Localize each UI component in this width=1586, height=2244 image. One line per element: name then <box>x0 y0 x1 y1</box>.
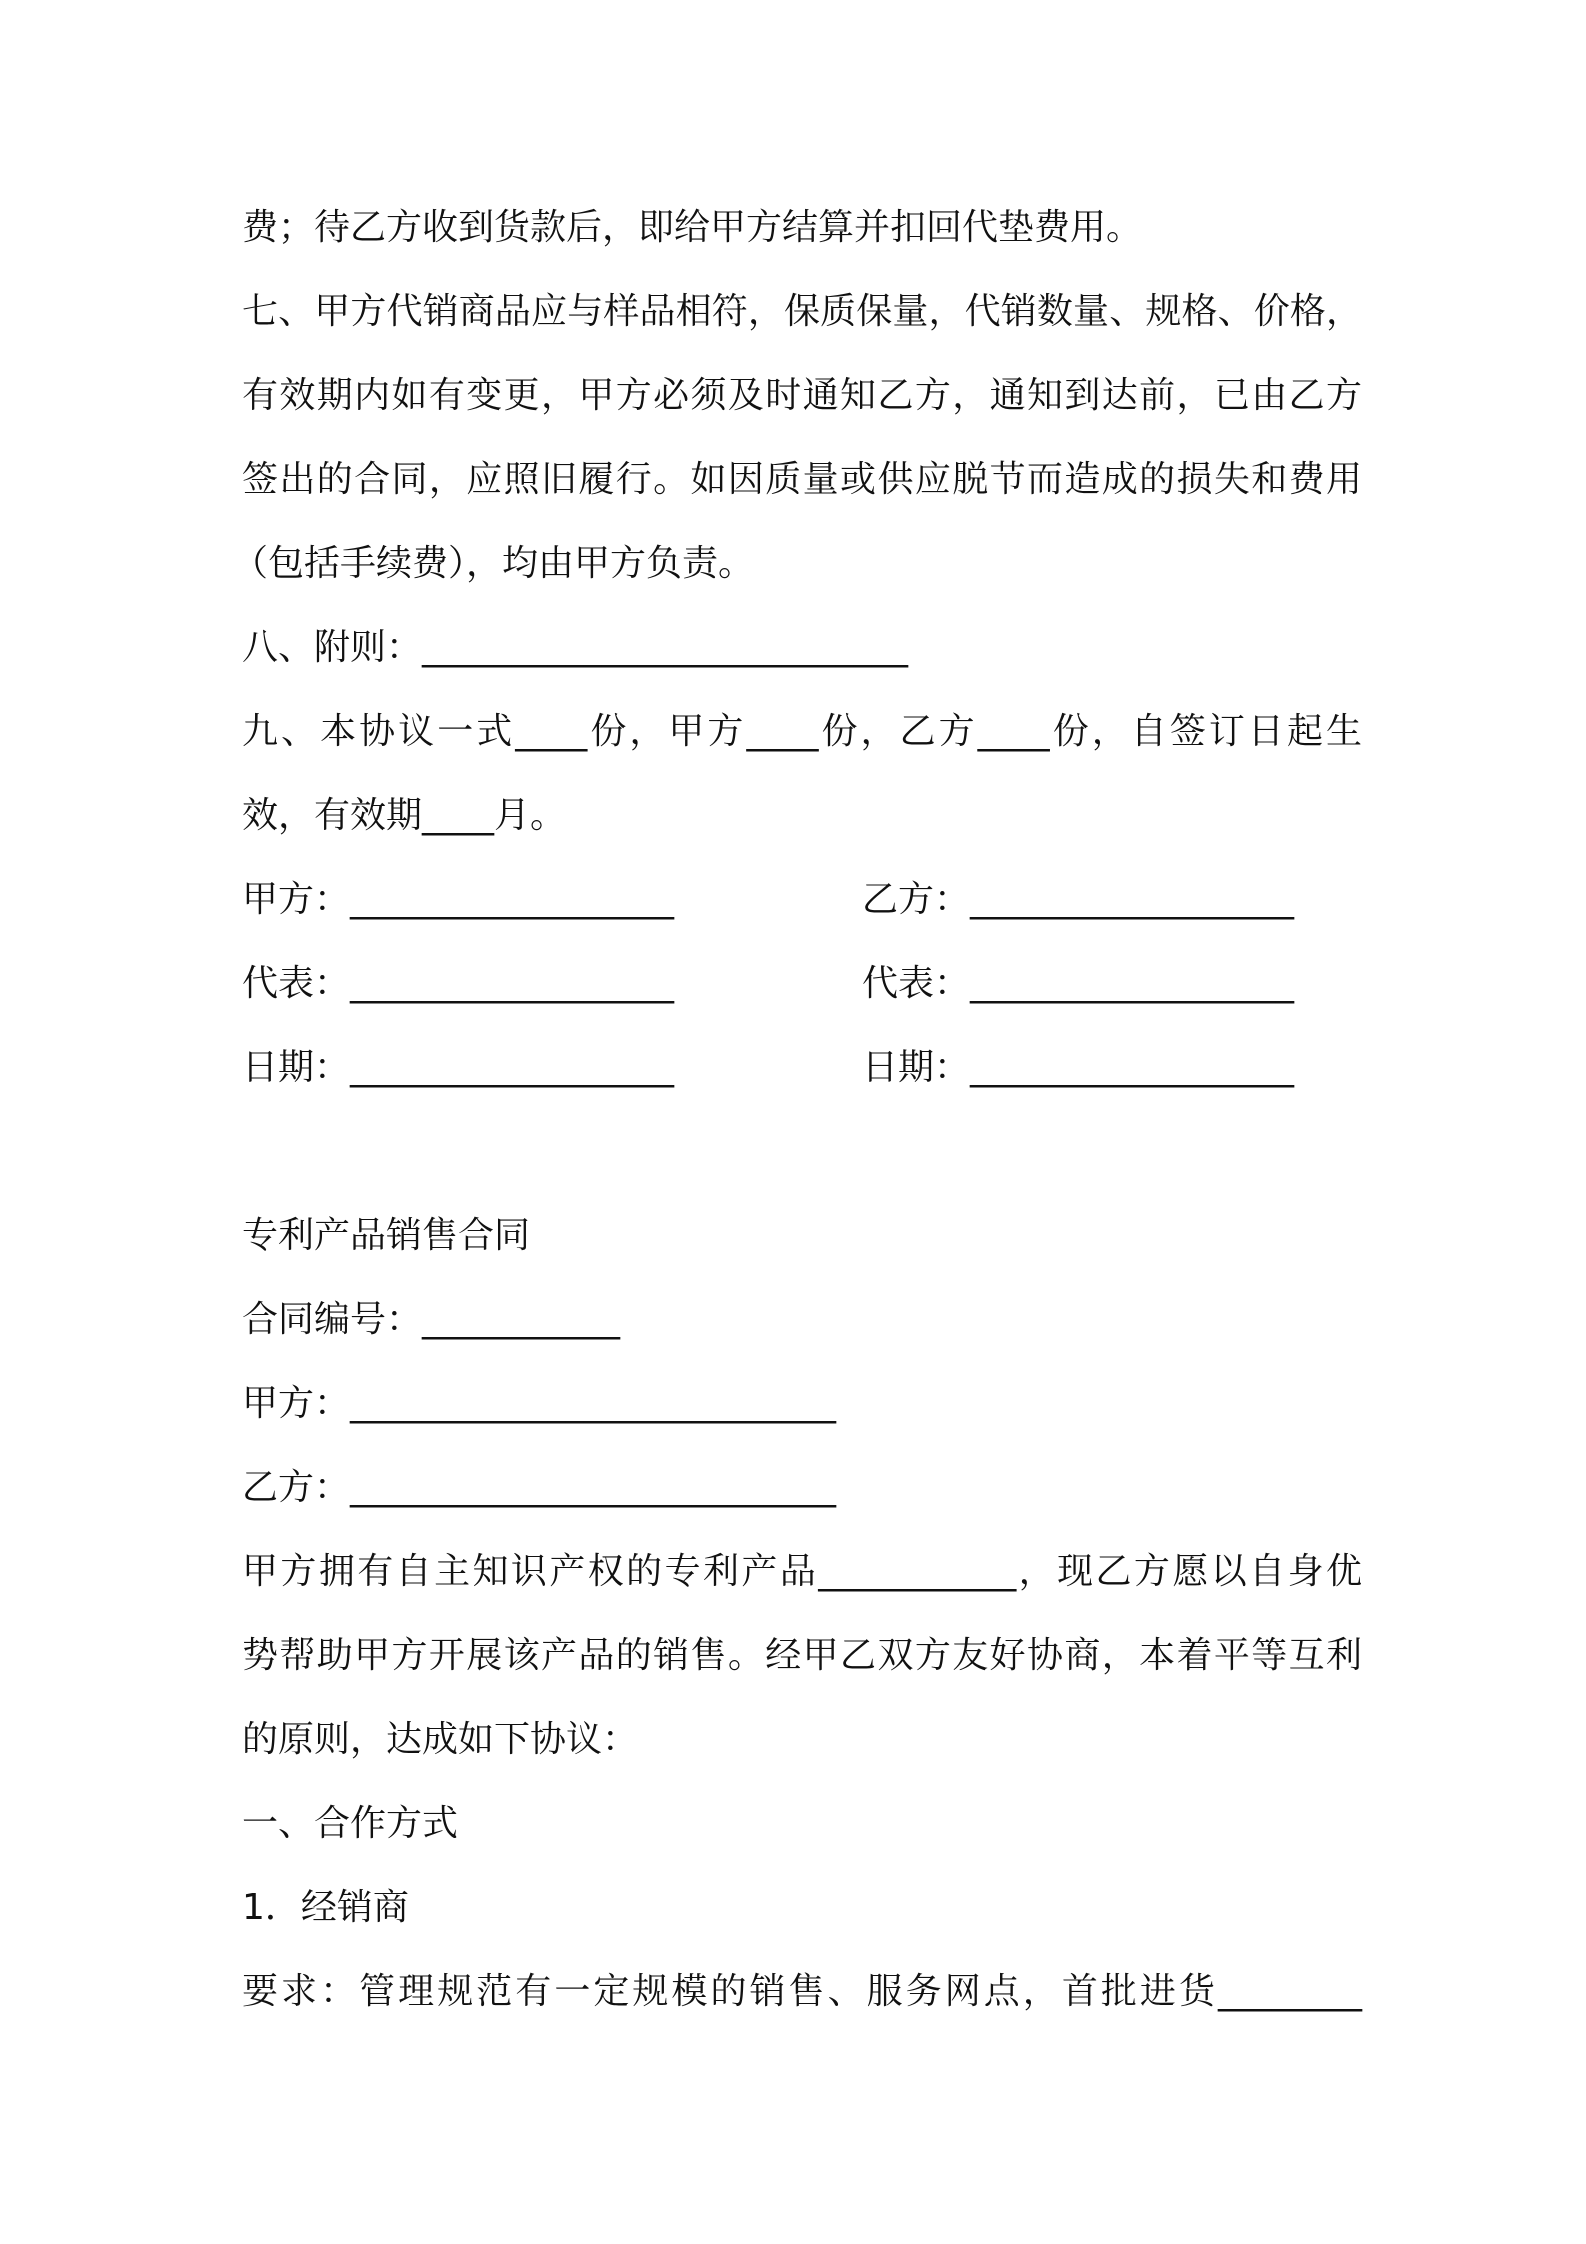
party-b-date: 日期：__________________ <box>862 1047 1295 1088</box>
clause-7-line-4: （包括手续费），均由甲方负责。 <box>232 543 755 584</box>
party-b-field: 乙方：___________________________ <box>242 1467 837 1508</box>
intro-line-3: 的原则，达成如下协议： <box>242 1719 639 1760</box>
party-a-signature: 甲方：__________________ <box>242 879 675 920</box>
clause-9-line-1: 九、本协议一式____份，甲方____份，乙方____份，自签订日起生 <box>242 711 1362 752</box>
distributor-requirements: 要求：管理规范有一定规模的销售、服务网点，首批进货________ <box>242 1971 1362 2012</box>
intro-line-2: 势帮助甲方开展该产品的销售。经甲乙双方友好协商，本着平等互利 <box>242 1635 1362 1676</box>
clause-7-line-2: 有效期内如有变更，甲方必须及时通知乙方，通知到达前，已由乙方 <box>242 375 1362 416</box>
paragraph-line: 费；待乙方收到货款后，即给甲方结算并扣回代垫费用。 <box>242 207 1143 248</box>
contract-number: 合同编号：___________ <box>242 1299 621 1340</box>
party-a-representative: 代表：__________________ <box>242 963 675 1004</box>
clause-7-line-3: 签出的合同，应照旧履行。如因质量或供应脱节而造成的损失和费用 <box>242 459 1362 500</box>
contract-title: 专利产品销售合同 <box>242 1215 531 1256</box>
party-a-date: 日期：__________________ <box>242 1047 675 1088</box>
clause-8-appendix: 八、附则：___________________________ <box>242 627 909 668</box>
intro-line-1: 甲方拥有自主知识产权的专利产品___________，现乙方愿以自身优 <box>242 1551 1362 1592</box>
party-b-signature: 乙方：__________________ <box>862 879 1295 920</box>
party-b-representative: 代表：__________________ <box>862 963 1295 1004</box>
party-a-field: 甲方：___________________________ <box>242 1383 837 1424</box>
clause-9-line-2: 效，有效期____月。 <box>242 795 567 836</box>
section-cooperation-heading: 一、合作方式 <box>242 1803 459 1844</box>
subsection-distributor: 1．经销商 <box>242 1887 409 1928</box>
clause-7-line-1: 七、甲方代销商品应与样品相符，保质保量，代销数量、规格、价格， <box>242 291 1362 332</box>
